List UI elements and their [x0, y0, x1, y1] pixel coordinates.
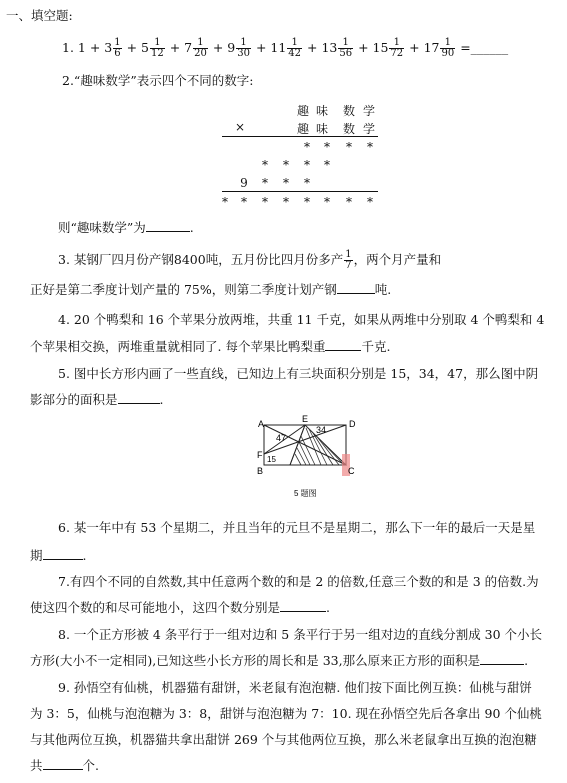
frac-denominator: 42	[288, 48, 302, 59]
digit-nine: 9	[240, 176, 248, 190]
q2-answer-blank	[146, 231, 190, 232]
q1-term-whole: 3	[100, 40, 113, 55]
q9-text-b: 个.	[82, 758, 99, 773]
frac-numerator: 1	[150, 38, 165, 49]
star: *	[222, 195, 228, 209]
q3-text-c: 正好是第二季度计划产量的 75%，则第二季度计划产钢	[30, 282, 337, 297]
label-f: F	[257, 450, 263, 460]
star: *	[304, 140, 310, 154]
star: *	[367, 140, 373, 154]
q6-line-1: 6. 某一年中有 53 个星期二，并且当年的元旦不是星期二，那么下一年的最后一天是星	[58, 520, 536, 535]
q9-text-a: 共	[30, 758, 43, 773]
frac-numerator: 1	[440, 38, 455, 49]
area-47: 47	[276, 433, 287, 443]
q6-answer-blank	[43, 559, 83, 560]
star: *	[283, 176, 289, 190]
q2-rule-1	[222, 136, 378, 137]
q7-text-b: .	[326, 600, 330, 615]
section-title: 一、填空题:	[6, 8, 73, 23]
label-b: B	[257, 466, 264, 476]
q8-line-2	[30, 653, 528, 669]
q9-answer-blank	[43, 769, 83, 770]
q5-answer-blank	[118, 403, 160, 404]
q1-answer-blank: =______	[460, 40, 509, 55]
q4-line-1: 4. 20 个鸭梨和 16 个苹果分放两堆，共重 11 千克，如果从两堆中分别取 4 个鸭梨和 4	[58, 312, 545, 327]
q1-term-whole: + 17	[405, 40, 440, 55]
frac-numerator: 1	[193, 38, 208, 49]
q5-text-b: .	[159, 392, 164, 407]
frac-numerator: 1	[114, 37, 121, 48]
area-34: 34	[316, 425, 327, 435]
star: *	[367, 195, 373, 209]
q1-term-fraction	[287, 38, 302, 59]
q1-term-fraction	[150, 38, 165, 59]
star: *	[324, 195, 330, 209]
star: *	[262, 158, 268, 172]
digit-shu: 数	[342, 122, 355, 136]
star: *	[283, 158, 289, 172]
digit-wei: 味	[315, 104, 328, 118]
frac-denominator: 6	[114, 48, 121, 59]
area-15: 15	[267, 455, 276, 464]
frac-denominator: 72	[390, 48, 404, 59]
q7-line-1: 7.有四个不同的自然数,其中任意两个数的和是 2 的倍数,任意三个数的和是 3 的倍数.为	[58, 574, 539, 589]
q5-text-a: 影部分的面积是	[30, 392, 118, 407]
star: *	[304, 195, 310, 209]
star: *	[283, 195, 289, 209]
frac-denominator: 90	[441, 48, 455, 59]
q9-line-4	[30, 758, 99, 774]
star: *	[262, 195, 268, 209]
q1-term-fraction	[440, 38, 455, 59]
star: *	[304, 176, 310, 190]
q9-line-2: 为 3：5，仙桃与泡泡糖为 3：8，甜饼与泡泡糖为 7：10. 现在孙悟空先后各拿出 90 个仙桃	[30, 706, 542, 721]
q4-text-a: 个苹果相交换，两堆重量就相同了. 每个苹果比鸭梨重	[30, 339, 326, 354]
q1-expression	[77, 37, 456, 59]
q3-fraction	[344, 250, 352, 271]
q1-term-fraction	[338, 38, 353, 59]
label-a: A	[258, 419, 265, 429]
label-c: C	[348, 466, 355, 476]
q4-line-2	[30, 339, 390, 355]
star: *	[346, 195, 352, 209]
q3-answer-blank	[337, 293, 375, 294]
q5-figure	[250, 412, 370, 504]
q1-term-fraction	[193, 38, 208, 59]
q7-line-2	[30, 600, 330, 616]
q2-answer-line	[58, 220, 194, 236]
star: *	[346, 140, 352, 154]
q3-text-d: 吨.	[374, 282, 392, 297]
frac-denominator: 56	[339, 48, 353, 59]
star: *	[262, 176, 268, 190]
q4-text-b: 千克.	[361, 339, 391, 354]
q8-line-1: 8. 一个正方形被 4 条平行于一组对边和 5 条平行于另一组对边的直线分割成 30 个小长	[58, 627, 543, 642]
q1-term-fraction	[113, 38, 121, 59]
frac-denominator: 12	[151, 48, 164, 59]
q4-answer-blank	[325, 350, 361, 351]
digit-xue: 学	[362, 122, 375, 136]
q2-rule-2	[222, 191, 378, 192]
digit-qu: 趣	[296, 122, 309, 136]
times-sign: ×	[234, 120, 246, 134]
q1-term-fraction	[236, 38, 251, 59]
q1-term-fraction	[389, 38, 404, 59]
q3-text-a: 3. 某钢厂四月份产钢8400吨，五月份比四月份多产	[58, 252, 344, 267]
q2-answer-prefix: 则“趣味数学”为	[58, 220, 146, 235]
star: *	[324, 140, 330, 154]
q7-answer-blank	[280, 611, 326, 612]
q2-answer-suffix: .	[189, 220, 194, 235]
digit-wei: 味	[315, 122, 328, 136]
q3-line-2	[30, 282, 391, 298]
digit-qu: 趣	[296, 104, 309, 118]
frac-numerator: 1	[389, 38, 404, 49]
q1-term-whole: + 9	[208, 40, 236, 55]
digit-shu: 数	[342, 104, 355, 118]
frac-numerator: 1	[287, 38, 302, 49]
q9-line-3: 与其他两位互换，机器猫共拿出甜饼 269 个与其他两位互换，那么米老鼠拿出互换的泡泡糖	[30, 732, 537, 747]
q3-text-b: ，两个月产量和	[353, 252, 442, 267]
question-2-text: 2.“趣味数学”表示四个不同的数字:	[62, 73, 254, 88]
q3-frac-denominator: 7	[345, 260, 352, 271]
figure-caption: 5 题图	[294, 489, 317, 498]
q1-term-whole: + 13	[303, 40, 338, 55]
star: *	[324, 158, 330, 172]
q6-text-a: 期	[30, 548, 43, 563]
q1-term-whole: + 5	[122, 40, 150, 55]
q8-text-a: 方形(大小不一定相同),已知这些小长方形的周长和是 33,那么原来正方形的面积是	[30, 653, 481, 668]
q3-frac-numerator: 1	[345, 249, 352, 260]
q8-answer-blank	[480, 664, 524, 665]
q6-line-2	[30, 548, 87, 564]
q3-line-1	[58, 250, 441, 271]
q7-text-a: 使这四个数的和尽可能地小，这四个数分别是	[30, 600, 281, 615]
star: *	[241, 195, 247, 209]
label-e: E	[302, 414, 309, 424]
q1-term-whole: + 11	[251, 40, 287, 55]
q5-line-2	[30, 392, 164, 408]
q1-term-whole: + 7	[165, 40, 193, 55]
q1-number: 1.	[62, 40, 74, 55]
q1-term-whole: + 15	[354, 40, 389, 55]
frac-numerator: 1	[338, 38, 353, 49]
frac-denominator: 20	[194, 48, 207, 59]
frac-denominator: 30	[237, 48, 250, 59]
star: *	[304, 158, 310, 172]
question-1	[62, 38, 508, 59]
q1-term-whole: 1 +	[77, 40, 101, 55]
digit-xue: 学	[362, 104, 375, 118]
label-d: D	[349, 419, 356, 429]
frac-numerator: 1	[236, 38, 251, 49]
q8-text-b: .	[524, 653, 529, 668]
q5-line-1: 5. 图中长方形内画了一些直线，已知边上有三块面积分别是 15，34，47，那么图中阴	[58, 366, 539, 381]
q6-text-b: .	[82, 548, 87, 563]
q9-line-1: 9. 孙悟空有仙桃，机器猫有甜饼，米老鼠有泡泡糖. 他们按下面比例互换：仙桃与甜饼	[58, 680, 532, 695]
